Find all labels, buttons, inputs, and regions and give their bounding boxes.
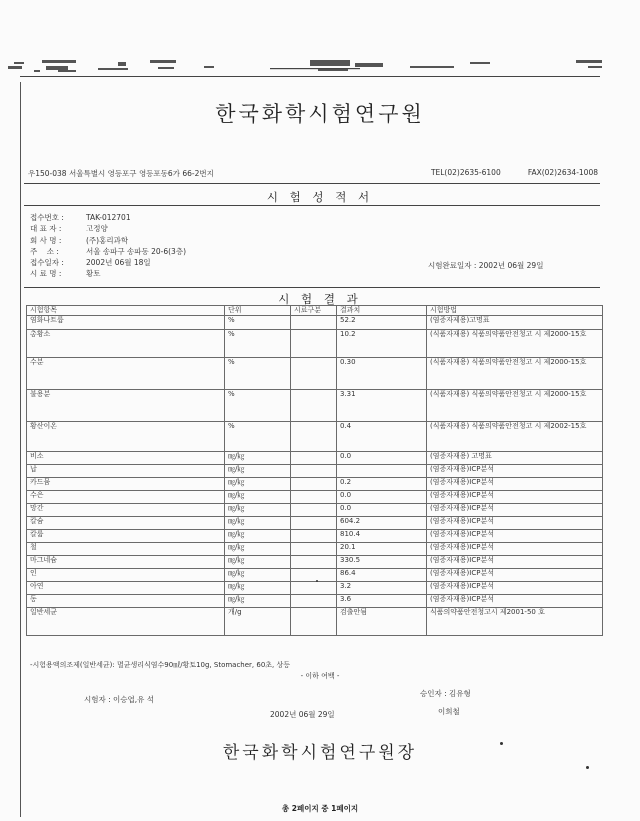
frame-top-line <box>20 76 600 77</box>
results-rule-top <box>24 287 600 288</box>
fax: FAX(02)2634-1008 <box>527 168 598 177</box>
header-rule <box>24 183 600 184</box>
footnote-end: - 이하 여백 - <box>300 672 340 680</box>
table-row: 인 ㎎/㎏ 86.4 (염증자재용)ICP분석 <box>27 569 603 582</box>
results-title: 시 험 결 과 <box>278 292 362 306</box>
col-header-result: 결과치 <box>337 306 427 316</box>
table-row: 칼슘 ㎎/㎏ 604.2 (염증자재용)ICP분석 <box>27 517 603 530</box>
col-header-sample: 시료구분 <box>291 306 337 316</box>
director-title: 한국화학시험연구원장 <box>222 743 418 763</box>
tel: TEL(02)2635-6100 <box>430 168 501 177</box>
table-row: 칼륨 ㎎/㎏ 810.4 (염증자재용)ICP분석 <box>27 530 603 543</box>
table-row: 수은 ㎎/㎏ 0.0 (염증자재용)ICP분석 <box>27 491 603 504</box>
table-row: 황산이온 % 0.4 (식품자재용) 식품의약품안전청고 시 제2002-15호 <box>27 422 603 452</box>
table-row: 아연 ㎎/㎏ 3.2 (염증자재용)ICP분석 <box>27 582 603 595</box>
info-block <box>30 212 186 280</box>
completion-date: 시험완료일자 : 2002년 06월 29일 <box>428 261 544 270</box>
table-row: 일반세균 개/g 검출안됨 식품의약품안전청고시 제2001-50 호 <box>27 608 603 636</box>
table-row: 납 ㎎/㎏ (염증자재용)ICP분석 <box>27 465 603 478</box>
info-row: 대 표 자 : 고정양 <box>30 224 108 234</box>
org-title: 한국화학시험연구원 <box>215 102 425 126</box>
table-row: 망간 ㎎/㎏ 0.0 (염증자재용)ICP분석 <box>27 504 603 517</box>
report-title: 시 험 성 적 서 <box>266 190 374 204</box>
approver-name: 이희철 <box>438 707 460 716</box>
table-row: 염화나트륨 % 52.2 (염증자제용)고명표 <box>27 316 603 330</box>
info-row: 접수일자 : 2002년 06월 18일 <box>30 258 151 268</box>
scan-speck <box>500 742 503 745</box>
footnote: -시험용액의조제(일반세균): 멸균생리식염수90㎖/황토10g, Stomacher, 60초, 상등 <box>30 661 291 669</box>
info-row: 회 사 명 : (주)홍리과학 <box>30 235 129 245</box>
table-row: 마그네슘 ㎎/㎏ 330.5 (염증자재용)ICP분석 <box>27 556 603 569</box>
scan-speck <box>316 580 318 582</box>
address: 우150-038 서울특별시 영등포구 영등포동6가 66-2번지 <box>28 169 214 178</box>
table-row: 카드뮴 ㎎/㎏ 0.2 (염증자재용)ICP분석 <box>27 478 603 491</box>
scan-speck <box>586 766 589 769</box>
tester: 시험자 : 이승엽,유 석 <box>84 695 155 704</box>
approver: 승인자 : 김유형 <box>420 689 471 698</box>
info-row: 주 소 : 서울 송파구 송파동 20-6(3층) <box>30 246 187 256</box>
table-row: 철 ㎎/㎏ 20.1 (염증자재용)ICP분석 <box>27 543 603 556</box>
results-header-row <box>27 306 603 316</box>
table-row: 총황소 % 10.2 (식품자재용) 식품의약품안전청고 시 제2000-15호 <box>27 330 603 358</box>
report-title-rule <box>24 205 600 206</box>
info-row: 접수번호 : TAK-012701 <box>30 213 131 222</box>
table-row: 불용분 % 3.31 (식품자재용) 식품의약품안전청고 시 제2000-15호 <box>27 390 603 422</box>
col-header-item: 시험항목 <box>27 306 225 316</box>
col-header-unit: 단위 <box>225 306 291 316</box>
address-line <box>28 168 598 179</box>
table-row: 동 ㎎/㎏ 3.6 (염증자재용)ICP분석 <box>27 595 603 608</box>
page-info: 총 2페이지 중 1페이지 <box>281 804 359 813</box>
info-row: 시 료 명 : 황토 <box>30 269 101 279</box>
col-header-method: 시험방법 <box>427 306 603 316</box>
report-date: 2002년 06월 29일 <box>270 710 335 719</box>
table-row: 비소 ㎎/㎏ 0.0 (염증자재용) 고명표 <box>27 452 603 465</box>
table-row: 수분 % 0.30 (식품자재용) 식품의약품안전청고 시 제2000-15호 <box>27 358 603 390</box>
results-table <box>26 305 603 636</box>
